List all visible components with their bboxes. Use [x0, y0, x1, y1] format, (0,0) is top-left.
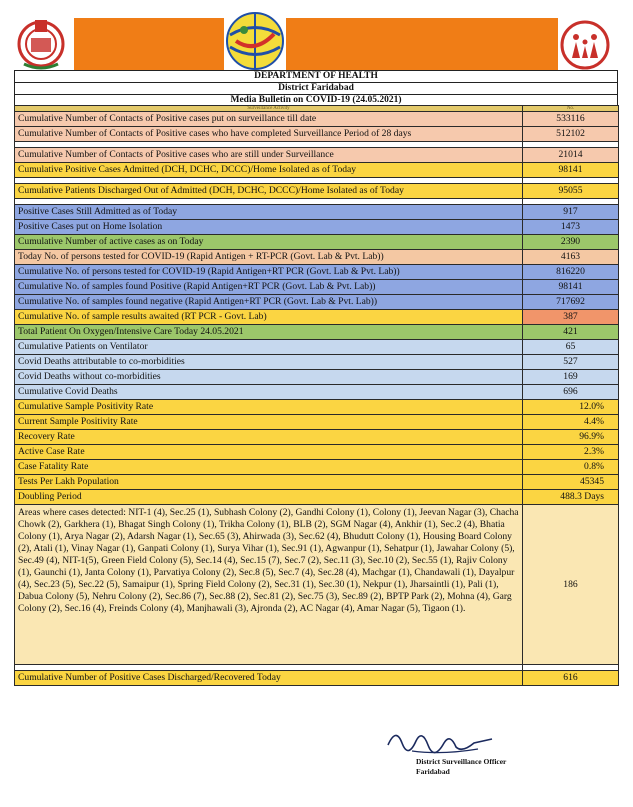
table-row — [15, 250, 619, 265]
row-label: Cumulative No. of samples found Positive (Rapid Antigen+RT PCR (Govt. Lab & Pvt. Lab)) — [15, 280, 523, 295]
district-title: District Faridabad — [14, 83, 618, 95]
header — [14, 10, 618, 70]
row-value: 0.8% — [523, 460, 619, 475]
table-row — [15, 400, 619, 415]
row-label: Today No. of persons tested for COVID-19 (Rapid Antigen + RT-PCR (Govt. Lab & Pvt. Lab)) — [15, 250, 523, 265]
orange-banner-left — [74, 18, 224, 70]
table-row — [15, 671, 619, 686]
areas-count: 186 — [523, 505, 619, 665]
table-row — [15, 127, 619, 142]
areas-list: Areas where cases detected: NIT-1 (4), Sec.25 (1), Subhash Colony (2), Gandhi Colony (1), Colony (1), Jeevan Nagar (3), Chacha Chowk (2), Garkhera (1), Bhagat Singh Colony (1), Trikha Colony (1), BLB (2), SGM Nagar (4), Ankhir (1), Sec.2 (4), Bhatia Colony (1), Arya Nagar (2), Adarsh Nagar (1), Sec.65 (3), Ahirwada (3), Sec.62 (4), Bhudutt Colony (1), Housing Board Colony (2), Atali (1), Vinay Nagar (1), Ganpati Colony (1), Surya Vihar (1), Sec.91 (1), Agwanpur (1), Sehatpur (1), Jawahar Colony (5), Sec.49 (4), NIT-1(5), Green Field Colony (5), Sec.14 (4), Sec.15 (7), Sec.7 (2), Sec.11 (3), Sec.10 (2), Sec.55 (1), Rajiv Colony (1), Gaunchi (1), Janta Colony (1), Parvatiya Colony (2), Sec.8 (5), Sec.7 (4), Sec.28 (4), Machgar (1), Chandawali (1), Dayalpur (4), Sec.23 (5), Sec.22 (5), Samaipur (1), Spring Field Colony (2), Sec.31 (1), Sec.30 (1), Nekpur (1), Jharsaintli (1), Pali (1), Dabua Colony (5), Nehru Colony (2), Sec.86 (7), Sec.88 (2), Sec.81 (2), Sec.75 (3), Sec.89 (2), BPTP Park (2), Mohna (4), Garg Colony (2), Sec.16 (4), Freinds Colony (4), Manjhawali (3), Ajronda (2), AC Nagar (4), Amar Nagar (5), Tigaon (1). — [15, 505, 523, 665]
table-row — [15, 148, 619, 163]
row-value: 533116 — [523, 112, 619, 127]
signature-place: Faridabad — [416, 767, 450, 776]
signature-title: District Surveillance Officer — [416, 757, 507, 766]
row-label: Cumulative Sample Positivity Rate — [15, 400, 523, 415]
table-row — [15, 220, 619, 235]
row-value: 816220 — [523, 265, 619, 280]
table-row — [15, 340, 619, 355]
row-label: Case Fatality Rate — [15, 460, 523, 475]
row-label: Cumulative Positive Cases Admitted (DCH, DCHC, DCCC)/Home Isolated as of Today — [15, 163, 523, 178]
row-value: 98141 — [523, 163, 619, 178]
table-row — [15, 385, 619, 400]
row-value: 45345 — [523, 475, 619, 490]
table-row — [15, 295, 619, 310]
row-value: 696 — [523, 385, 619, 400]
row-value: 421 — [523, 325, 619, 340]
row-value: 527 — [523, 355, 619, 370]
row-value: 65 — [523, 340, 619, 355]
family-welfare-logo-icon — [560, 20, 610, 70]
table-row — [15, 475, 619, 490]
row-value: 169 — [523, 370, 619, 385]
row-label: Cumulative Covid Deaths — [15, 385, 523, 400]
row-value: 4.4% — [523, 415, 619, 430]
row-label: Cumulative Number of Contacts of Positive cases who have completed Surveillance Period of 28 days — [15, 127, 523, 142]
table-row — [15, 430, 619, 445]
row-label: Active Case Rate — [15, 445, 523, 460]
table-row — [15, 355, 619, 370]
row-label: Covid Deaths attributable to co-morbidities — [15, 355, 523, 370]
row-value: 95055 — [523, 184, 619, 199]
row-label: Cumulative Number of Positive Cases Discharged/Recovered Today — [15, 671, 523, 686]
table-row — [15, 310, 619, 325]
table-row — [15, 325, 619, 340]
header-number: No. — [523, 106, 619, 112]
department-title: DEPARTMENT OF HEALTH — [14, 70, 618, 83]
bulletin-table — [14, 105, 619, 686]
table-row — [15, 112, 619, 127]
row-value: 512102 — [523, 127, 619, 142]
table-row — [15, 490, 619, 505]
row-value: 387 — [523, 310, 619, 325]
row-label: Cumulative No. of samples found negative (Rapid Antigen+RT PCR (Govt. Lab & Pvt. Lab)) — [15, 295, 523, 310]
table-row — [15, 265, 619, 280]
row-value: 4163 — [523, 250, 619, 265]
row-label: Positive Cases put on Home Isolation — [15, 220, 523, 235]
row-value: 12.0% — [523, 400, 619, 415]
table-row — [15, 445, 619, 460]
row-value: 96.9% — [523, 430, 619, 445]
table-row — [15, 205, 619, 220]
health-mission-logo-icon — [222, 10, 288, 72]
table-row — [15, 280, 619, 295]
title-block — [14, 70, 618, 107]
row-value: 2.3% — [523, 445, 619, 460]
table-row — [15, 370, 619, 385]
row-label: Cumulative Number of Contacts of Positive cases put on surveillance till date — [15, 112, 523, 127]
table-row — [15, 163, 619, 178]
table-row — [15, 184, 619, 199]
row-label: Total Patient On Oxygen/Intensive Care Today 24.05.2021 — [15, 325, 523, 340]
row-value: 717692 — [523, 295, 619, 310]
row-value: 616 — [523, 671, 619, 686]
row-value: 98141 — [523, 280, 619, 295]
signature-scribble-icon — [382, 723, 502, 759]
table-row — [15, 415, 619, 430]
haryana-emblem-icon — [14, 14, 68, 70]
orange-banner-right — [286, 18, 558, 70]
row-label: Recovery Rate — [15, 430, 523, 445]
row-value: 21014 — [523, 148, 619, 163]
row-label: Cumulative Number of active cases as on Today — [15, 235, 523, 250]
areas-row — [15, 505, 619, 665]
row-label: Cumulative Patients on Ventilator — [15, 340, 523, 355]
table-row — [15, 460, 619, 475]
row-label: Tests Per Lakh Population — [15, 475, 523, 490]
row-label: Cumulative Number of Contacts of Positive cases who are still under Surveillance — [15, 148, 523, 163]
row-label: Cumulative No. of sample results awaited (RT PCR - Govt. Lab) — [15, 310, 523, 325]
signature-block — [382, 723, 562, 783]
bulletin-title: Media Bulletin on COVID-19 (24.05.2021) — [14, 95, 618, 107]
row-value: 917 — [523, 205, 619, 220]
header-activity: Surveillance Activity — [15, 106, 523, 112]
row-label: Positive Cases Still Admitted as of Today — [15, 205, 523, 220]
row-label: Cumulative Patients Discharged Out of Admitted (DCH, DCHC, DCCC)/Home Isolated as of Today — [15, 184, 523, 199]
row-value: 488.3 Days — [523, 490, 619, 505]
row-value: 1473 — [523, 220, 619, 235]
row-label: Covid Deaths without co-morbidities — [15, 370, 523, 385]
table-row — [15, 235, 619, 250]
row-value: 2390 — [523, 235, 619, 250]
row-label: Cumulative No. of persons tested for COVID-19 (Rapid Antigen+RT PCR (Govt. Lab & Pvt. Lab)) — [15, 265, 523, 280]
row-label: Current Sample Positivity Rate — [15, 415, 523, 430]
row-label: Doubling Period — [15, 490, 523, 505]
